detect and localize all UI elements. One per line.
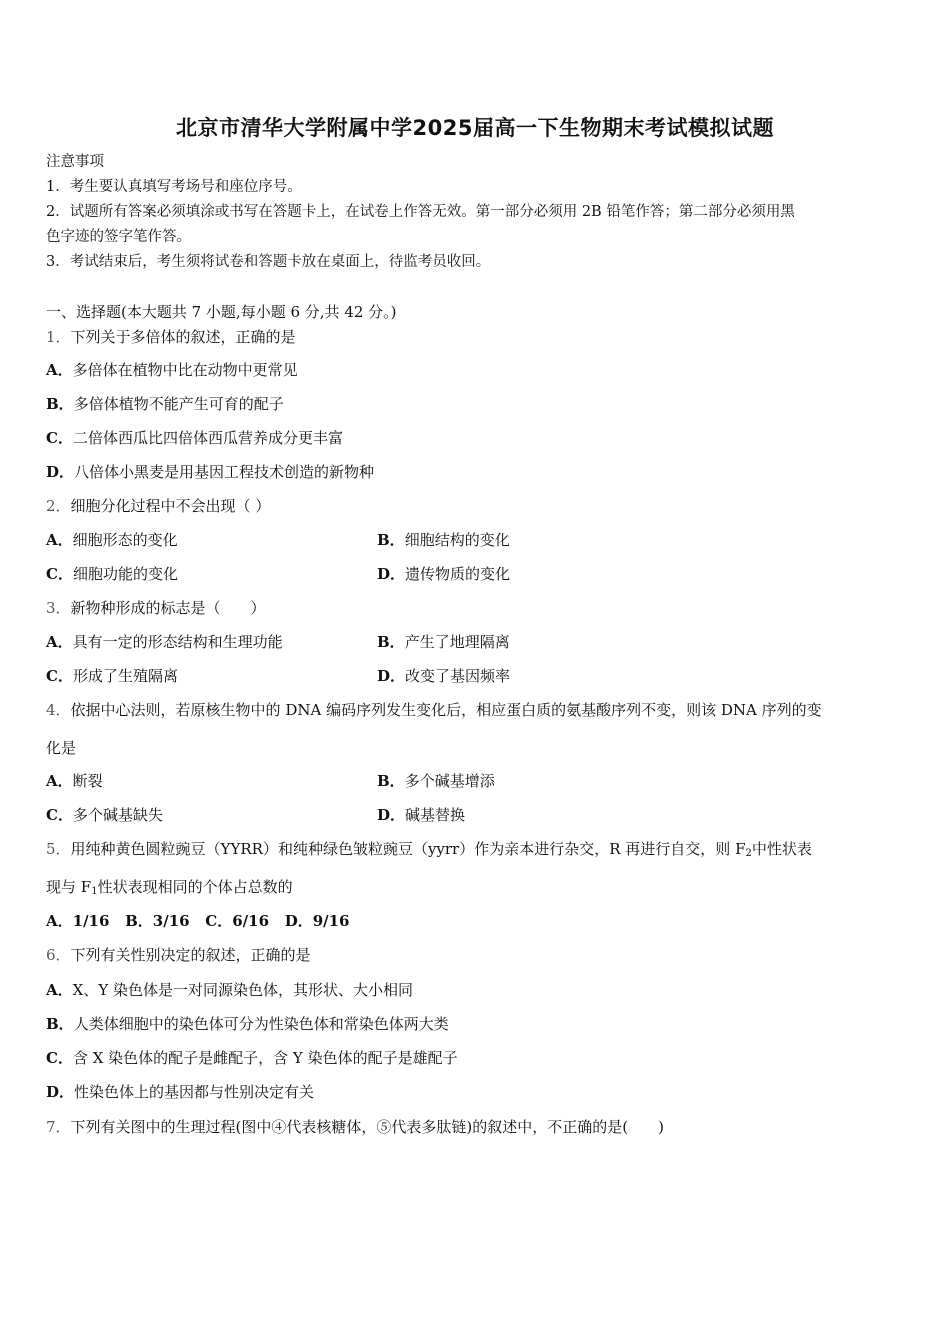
question-number: 3． (46, 599, 71, 617)
option-text: 9/16 (312, 912, 350, 930)
q5-options-row (46, 911, 350, 931)
question-5-stem-cont (46, 877, 293, 897)
q3-option-c (46, 666, 178, 686)
option-letter: C． (46, 429, 73, 447)
q6-option-b (46, 1014, 449, 1034)
q4-option-b (377, 771, 495, 791)
option-text: 6/16 (232, 912, 270, 930)
question-text: 中性状表 (751, 840, 812, 858)
option-letter: A． (46, 633, 73, 651)
question-number: 5． (46, 840, 71, 858)
q2-option-c (46, 564, 178, 584)
option-letter: D． (284, 912, 313, 930)
notice-heading: 注意事项 (46, 154, 104, 170)
option-letter: A． (46, 772, 73, 790)
question-3-stem (46, 598, 266, 618)
option-letter: D． (377, 806, 406, 824)
option-letter: A． (46, 981, 73, 999)
option-text: 八倍体小黑麦是用基因工程技术创造的新物种 (74, 463, 375, 481)
option-text: 性染色体上的基因都与性别决定有关 (74, 1083, 315, 1101)
option-text: 产生了地理隔离 (404, 633, 510, 651)
option-text: 人类体细胞中的染色体可分为性染色体和常染色体两大类 (73, 1015, 449, 1033)
subscript: 2 (745, 848, 752, 859)
page-title: 北京市清华大学附属中学2025届高一下生物期末考试模拟试题 (176, 116, 774, 140)
option-text: 1/16 (72, 912, 110, 930)
option-letter: D． (46, 463, 75, 481)
question-text: 下列有关性别决定的叙述，正确的是 (70, 946, 311, 964)
option-letter: B． (125, 912, 153, 930)
question-number: 6． (46, 946, 71, 964)
question-2-stem (46, 496, 270, 516)
option-text: X、Y 染色体是一对同源染色体，其形状、大小相同 (72, 981, 413, 999)
option-letter: C． (46, 1049, 73, 1067)
q6-option-d (46, 1082, 314, 1102)
option-text: 含 X 染色体的配子是雌配子，含 Y 染色体的配子是雄配子 (72, 1049, 458, 1067)
notice-item-2-cont: 色字迹的签字笔作答。 (46, 229, 191, 245)
option-text: 多个碱基增添 (404, 772, 495, 790)
notice-item-3: 3．考试结束后，考生须将试卷和答题卡放在桌面上，待监考员收回。 (46, 254, 491, 270)
question-4-stem (46, 700, 822, 720)
q2-option-d (377, 564, 510, 584)
q1-option-b (46, 394, 284, 414)
question-text: 依据中心法则，若原核生物中的 DNA 编码序列发生变化后，相应蛋白质的氨基酸序列不变，则该 DNA 序列的变 (70, 701, 822, 719)
q2-option-b (377, 530, 510, 550)
question-number: 7． (46, 1118, 71, 1136)
option-text: 二倍体西瓜比四倍体西瓜营养成分更丰富 (72, 429, 343, 447)
question-5-stem (46, 839, 812, 859)
question-text: 用纯种黄色圆粒豌豆（YYRR）和纯种绿色皱粒豌豆（yyrr）作为亲本进行杂交，R 再进行自交，则 F (70, 840, 746, 858)
q3-option-a (46, 632, 283, 652)
section-heading: 一、选择题(本大题共 7 小题,每小题 6 分,共 42 分。) (46, 303, 397, 321)
subscript: 1 (91, 886, 98, 897)
q1-option-d (46, 462, 374, 482)
option-letter: C． (46, 565, 73, 583)
question-text: 下列有关图中的生理过程(图中④代表核糖体，⑤代表多肽链)的叙述中，不正确的是( ) (70, 1118, 664, 1136)
option-text: 细胞形态的变化 (72, 531, 178, 549)
option-text: 断裂 (72, 772, 103, 790)
option-text: 遗传物质的变化 (405, 565, 511, 583)
question-number: 2． (46, 497, 71, 515)
option-letter: A． (46, 912, 73, 930)
q4-option-c (46, 805, 163, 825)
question-text: 下列关于多倍体的叙述，正确的是 (70, 328, 296, 346)
option-text: 具有一定的形态结构和生理功能 (72, 633, 283, 651)
q1-option-a (46, 360, 298, 380)
question-text: 细胞分化过程中不会出现（ ） (70, 497, 271, 515)
notice-item-1: 1．考生要认真填写考场号和座位序号。 (46, 179, 302, 195)
q6-option-a (46, 980, 413, 1000)
question-text: 新物种形成的标志是（ ） (70, 599, 266, 617)
option-letter: B． (46, 1015, 74, 1033)
notice-item-2: 2．试题所有答案必须填涂或书写在答题卡上，在试卷上作答无效。第一部分必须用 2B 铅笔作答；第二部分必须用黑 (46, 204, 795, 220)
option-letter: A． (46, 531, 73, 549)
q3-option-d (377, 666, 510, 686)
question-6-stem (46, 945, 311, 965)
option-letter: B． (377, 531, 405, 549)
option-text: 多个碱基缺失 (72, 806, 163, 824)
option-letter: D． (377, 667, 406, 685)
option-letter: B． (377, 772, 405, 790)
option-letter: C． (46, 667, 73, 685)
option-text: 改变了基因频率 (405, 667, 511, 685)
option-text: 多倍体在植物中比在动物中更常见 (72, 361, 298, 379)
option-letter: C． (46, 806, 73, 824)
option-letter: A． (46, 361, 73, 379)
q1-option-c (46, 428, 343, 448)
question-7-stem (46, 1117, 664, 1137)
question-text: 现与 F (46, 878, 92, 896)
q3-option-b (377, 632, 510, 652)
option-text: 细胞功能的变化 (72, 565, 178, 583)
question-number: 1． (46, 328, 71, 346)
option-letter: D． (46, 1083, 75, 1101)
question-text: 性状表现相同的个体占总数的 (97, 878, 293, 896)
option-text: 细胞结构的变化 (404, 531, 510, 549)
option-text: 碱基替换 (405, 806, 466, 824)
q6-option-c (46, 1048, 458, 1068)
option-text: 3/16 (152, 912, 190, 930)
q4-option-a (46, 771, 103, 791)
option-letter: D． (377, 565, 406, 583)
option-text: 形成了生殖隔离 (72, 667, 178, 685)
question-1-stem (46, 327, 296, 347)
option-letter: B． (46, 395, 74, 413)
question-4-stem-cont: 化是 (46, 739, 77, 757)
q2-option-a (46, 530, 178, 550)
q4-option-d (377, 805, 465, 825)
option-letter: C． (205, 912, 233, 930)
option-letter: B． (377, 633, 405, 651)
option-text: 多倍体植物不能产生可育的配子 (73, 395, 284, 413)
question-number: 4． (46, 701, 71, 719)
